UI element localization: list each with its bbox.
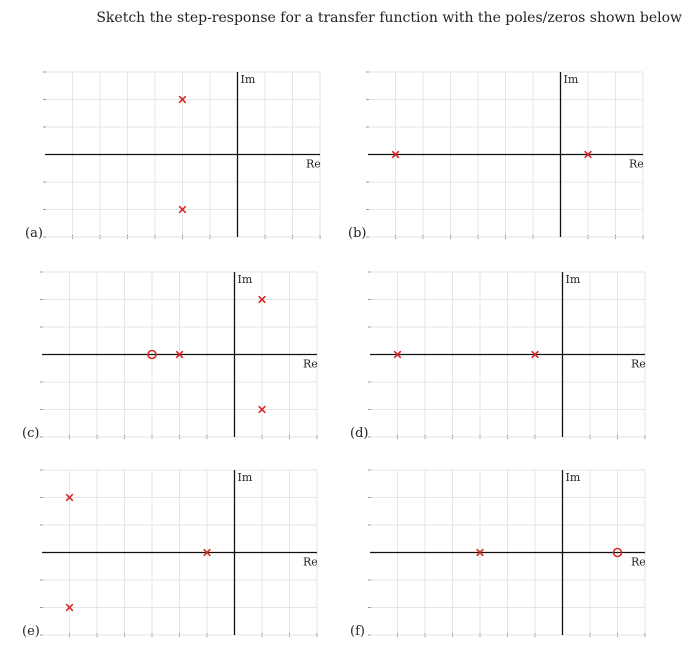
pole-zero-plot-c	[22, 272, 318, 441]
plot-label: (a)	[25, 226, 43, 241]
page-title: Sketch the step-response for a transfer function with the poles/zeros shown below	[96, 10, 682, 26]
real-axis-label: Re	[631, 357, 646, 371]
real-axis-label: Re	[631, 555, 646, 569]
real-axis-label: Re	[303, 357, 318, 371]
real-axis-label: Re	[306, 157, 321, 171]
imaginary-axis-label: Im	[240, 73, 256, 86]
imaginary-axis-label: Im	[565, 471, 581, 484]
plot-label: (c)	[22, 426, 40, 441]
pole-zero-plot-b	[348, 72, 644, 241]
plot-label: (e)	[22, 624, 40, 639]
pole-zero-plot-e	[22, 470, 318, 639]
plot-label: (d)	[350, 426, 369, 441]
pole-zero-plot-d	[350, 272, 646, 441]
imaginary-axis-label: Im	[237, 273, 253, 286]
imaginary-axis-label: Im	[237, 471, 253, 484]
real-axis-label: Re	[629, 157, 644, 171]
pole-zero-plot-a	[25, 72, 321, 241]
real-axis-label: Re	[303, 555, 318, 569]
pole-zero-plot-f	[350, 470, 646, 639]
plot-label: (b)	[348, 226, 367, 241]
plot-label: (f)	[350, 624, 365, 639]
imaginary-axis-label: Im	[565, 273, 581, 286]
imaginary-axis-label: Im	[563, 73, 579, 86]
